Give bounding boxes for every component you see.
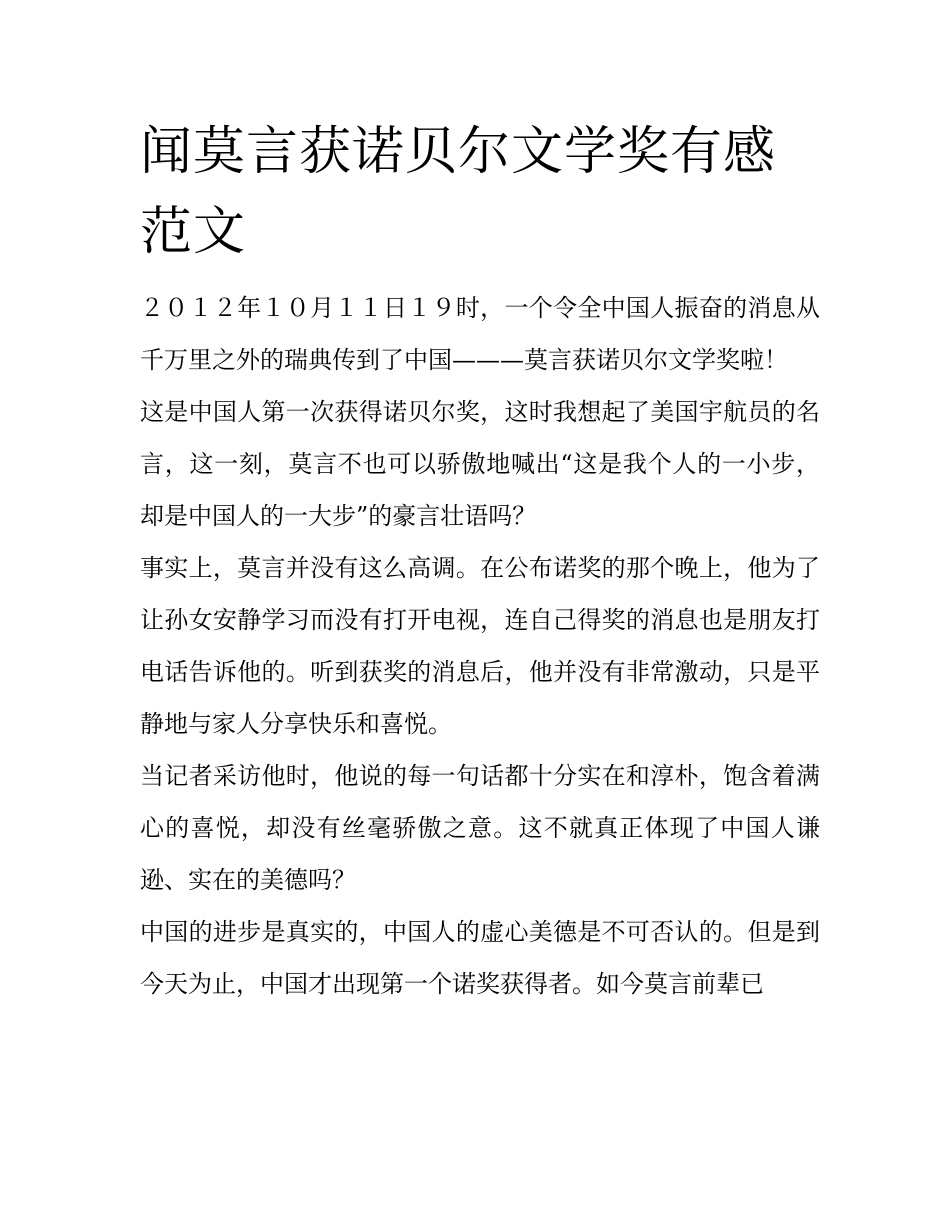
document-body	[140, 282, 820, 1010]
paragraph-2: 这是中国人第一次获得诺贝尔奖，这时我想起了美国宇航员的名言，这一刻，莫言不也可以骄傲地喊出“这是我个人的一小步，却是中国人的一大步”的豪言壮语吗？	[140, 398, 820, 530]
paragraph-1: ２０１２年１０月１１日１９时，一个令全中国人振奋的消息从千万里之外的瑞典传到了中国———莫言获诺贝尔文学奖啦！	[140, 294, 820, 374]
paragraph-4: 当记者采访他时，他说的每一句话都十分实在和淳朴，饱含着满心的喜悦，却没有丝毫骄傲之意。这不就真正体现了中国人谦逊、实在的美德吗？	[140, 762, 820, 894]
document-title: 闻莫言获诺贝尔文学奖有感范文	[140, 122, 777, 262]
paragraph-5: 中国的进步是真实的，中国人的虚心美德是不可否认的。但是到今天为止，中国才出现第一个诺奖获得者。如今莫言前辈已	[140, 918, 820, 998]
paragraph-3: 事实上，莫言并没有这么高调。在公布诺奖的那个晚上，他为了让孙女安静学习而没有打开电视，连自己得奖的消息也是朋友打电话告诉他的。听到获奖的消息后，他并没有非常激动，只是平静地与家人分享快乐和喜悦。	[140, 554, 820, 738]
